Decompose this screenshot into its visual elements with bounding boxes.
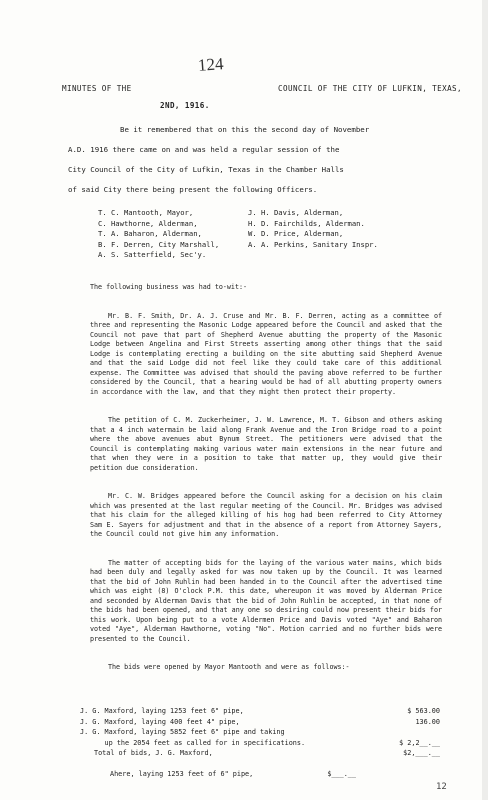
- bid-amount: $ 2,2__.__: [399, 738, 440, 747]
- bid-amount: 136.00: [415, 717, 440, 726]
- header-title-right: COUNCIL OF THE CITY OF LUFKIN, TEXAS,: [278, 84, 462, 93]
- body-paragraph: The bids were opened by Mayor Mantooth and were as follows:-: [108, 663, 350, 671]
- total-label: Total of bids, J. G. Maxford,: [94, 749, 213, 757]
- bid-row: [80, 727, 440, 738]
- header-date: 2ND, 1916.: [160, 101, 210, 110]
- bid-row: [80, 738, 440, 749]
- bottom-line-amount: $___.__: [327, 770, 356, 778]
- officer: H. D. Fairchilds, Alderman.: [248, 218, 365, 228]
- bid-text: J. G. Maxford, laying 1253 feet 6" pipe,: [80, 707, 244, 715]
- intro-line-2: A.D. 1916 there came on and was held a regular session of the: [68, 145, 340, 154]
- page-number: 124: [197, 54, 225, 75]
- body-paragraph: Mr. B. F. Smith, Dr. A. J. Cruse and Mr. B. F. Derren, acting as a committee of three and representing the Masonic Lodge appeared before the Council and asked that the Council not pave that part of Shepherd Avenue abutting the property of the Masonic Lodge between Angelina and First Streets asserting among other things that the said Lodge is contemplating erecting a building on the site abutting said Shepherd Avenue and that the said Lodge did not feel like they could take care of this additional expense. The Committee was advised that should the paving above referred to be further considered by the Council, that a hearing would be had of all abutting property owners in accordance with the law, and that they might then protect their property.: [90, 311, 447, 396]
- header-title-left: MINUTES OF THE: [62, 84, 132, 93]
- officers-list: [98, 208, 458, 261]
- bid-text: up the 2054 feet as called for in specifications.: [80, 738, 306, 747]
- bid-amount: $ 563.00: [407, 707, 440, 715]
- bottom-line: [110, 770, 356, 778]
- officer: A. A. Perkins, Sanitary Inspr.: [248, 239, 378, 249]
- minutes-header: [62, 84, 462, 110]
- minutes-body: [90, 264, 447, 692]
- intro-line-1: Be it remembered that on this the second day of November: [120, 125, 370, 134]
- intro-line-3: City Council of the City of Lufkin, Texas in the Chamber Halls: [68, 165, 344, 174]
- bid-text: J. G. Maxford, laying 400 feet 4" pipe,: [80, 717, 240, 726]
- officer: A. S. Satterfield, Sec'y.: [98, 250, 207, 259]
- officer: W. D. Price, Alderman,: [248, 229, 344, 238]
- body-paragraph: The matter of accepting bids for the laying of the various water mains, which bids had been duly and legally asked for was now taken up by the Council. It was learned that the bid of John Ruhlin had been handed in to the Council after the advertised time which was eight (8) O'clock P.M. this date, whereupon it was moved by Alderman Price and seconded by Alderman Davis that the bid of John Ruhlin be accepted, in that none of the bids had been opened, and that any one so desiring could now present their bids for this work. Upon being put to a vote Aldermen Price and Davis voted "Aye" and Baharon voted "Aye", Alderman Hawthorne, voting "No". Motion carried and no further bids were presented to the Council.: [90, 558, 447, 643]
- officer: B. F. Derren, City Marshall,: [98, 239, 220, 249]
- officer: C. Hawthorne, Alderman,: [98, 218, 198, 228]
- total-amount: $2,___.__: [403, 749, 440, 757]
- body-paragraph: Mr. C. W. Bridges appeared before the Council asking for a decision on his claim which was presented at the last regular meeting of the Council. Mr. Bridges was advised that his claim for the alleged killing of his hog had been referred to City Attorney Sam E. Sayers for adjustment and that in the absence of a report from Attorney Sayers, the Council could not give him any information.: [90, 492, 447, 538]
- body-paragraph: The petition of C. M. Zuckerheimer, J. W. Lawrence, M. T. Gibson and others asking that a 4 inch watermain be laid along Frank Avenue and the Iron Bridge road to a point where the above avenues abut Bynum Street. The petitioners were advised that the Council is contemplating making various water main extensions in the near future and that when they were in a position to take that matter up, they would give their petition due consideration.: [90, 416, 447, 472]
- bid-row: [80, 706, 440, 717]
- bid-text: J. G. Maxford, laying 5852 feet 6" pipe and taking: [80, 728, 285, 736]
- bottom-line-text: Ahere, laying 1253 feet of 6" pipe,: [110, 770, 254, 778]
- officer: T. A. Baharon, Alderman,: [98, 229, 202, 238]
- intro-line-4: of said City there being present the following Officers.: [68, 185, 318, 194]
- body-paragraph: The following business was had to-wit:-: [90, 283, 248, 291]
- bids-total: [94, 748, 440, 759]
- officer: J. H. Davis, Alderman,: [248, 208, 344, 217]
- bids-list: [80, 706, 440, 759]
- bid-row: [80, 717, 440, 728]
- scan-edge: [482, 0, 488, 800]
- corner-mark: 12: [436, 782, 447, 792]
- officer: T. C. Mantooth, Mayor,: [98, 208, 194, 217]
